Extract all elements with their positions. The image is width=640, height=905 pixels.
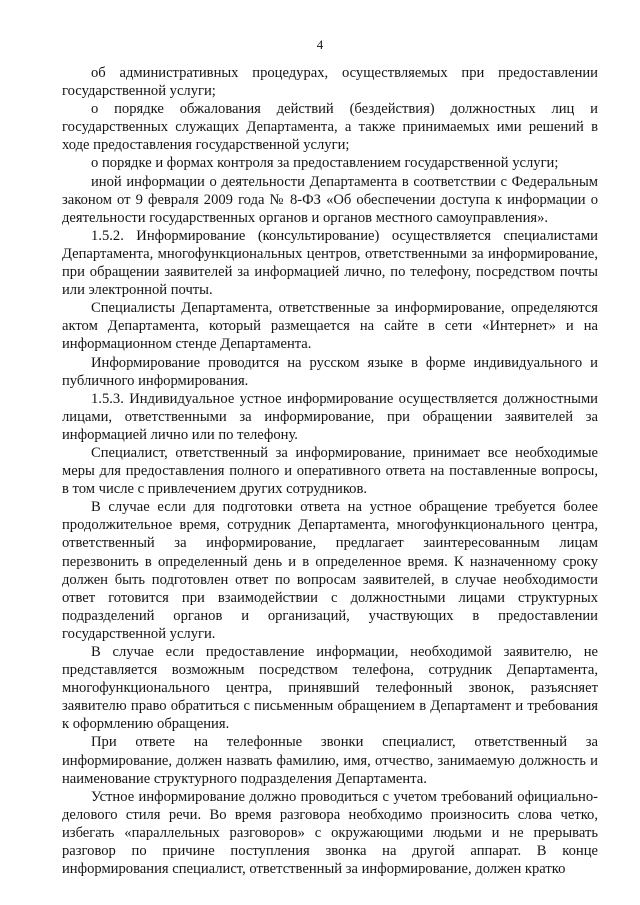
paragraph: об административных процедурах, осуществляемых при предоставлении государственной услуги; [62,65,598,100]
paragraph: В случае если для подготовки ответа на устное обращение требуется более продолжительное время, сотрудник Департамента, многофункционального центра, ответственный за информирование, предлагает заинтересованным лицам перезвонить в определенный день и в определенное время. К назначенному сроку должен быть подготовлен ответ по вопросам заявителей, в случае необходимости ответ готовится при взаимодействии с должностными лицами структурных подразделений органов и организаций, участвующих в предоставлении государственной услуги. [62,499,598,642]
document-body [62,64,598,878]
paragraph: о порядке обжалования действий (бездействия) должностных лиц и государственных служащих Департамента, а также принимаемых ими решений в ходе предоставления государственной услуги; [62,101,598,154]
paragraph: В случае если предоставление информации, необходимой заявителю, не представляется возможным посредством телефона, сотрудник Департамента, многофункционального центра, принявший телефонный звонок, разъясняет заявителю право обратиться с письменным обращением в Департамент и требования к оформлению обращения. [62,644,598,733]
paragraph: 1.5.2. Информирование (консультирование) осуществляется специалистами Департамента, многофункциональных центров, ответственными за информирование, при обращении заявителей за информацией лично, по телефону, посредством почты или электронной почты. [62,227,598,299]
page-number: 4 [316,37,324,52]
paragraph: При ответе на телефонные звонки специалист, ответственный за информирование, должен назвать фамилию, имя, отчество, занимаемую должность и наименование структурного подразделения Департамента. [62,734,598,787]
paragraph: Специалист, ответственный за информирование, принимает все необходимые меры для предоставления полного и оперативного ответа на поставленные вопросы, в том числе с привлечением других сотрудников. [62,444,598,498]
paragraph: Устное информирование должно проводиться с учетом требований официально-делового стиля речи. Во время разговора необходимо произносить слова четко, избегать «параллельных разговоров» с окружающими людьми и не прерывать разговор по причине поступления звонка на другой аппарат. В конце информирования специалист, ответственный за информирование, должен кратко [62,788,598,878]
paragraph: 1.5.3. Индивидуальное устное информирование осуществляется должностными лицами, ответственными за информирование, при обращении заявителей за информацией лично или по телефону. [62,390,598,443]
paragraph: Специалисты Департамента, ответственные за информирование, определяются актом Департамента, который размещается на сайте в сети «Интернет» и на информационном стенде Департамента. [62,300,598,353]
paragraph: иной информации о деятельности Департамента в соответствии с Федеральным законом от 9 февраля 2009 года № 8-ФЗ «Об обеспечении доступа к информации о деятельности государственных органов и органов местного самоуправления». [62,173,598,226]
paragraph: Информирование проводится на русском языке в форме индивидуального и публичного информирования. [62,354,598,389]
paragraph: о порядке и формах контроля за предоставлением государственной услуги; [91,155,559,172]
